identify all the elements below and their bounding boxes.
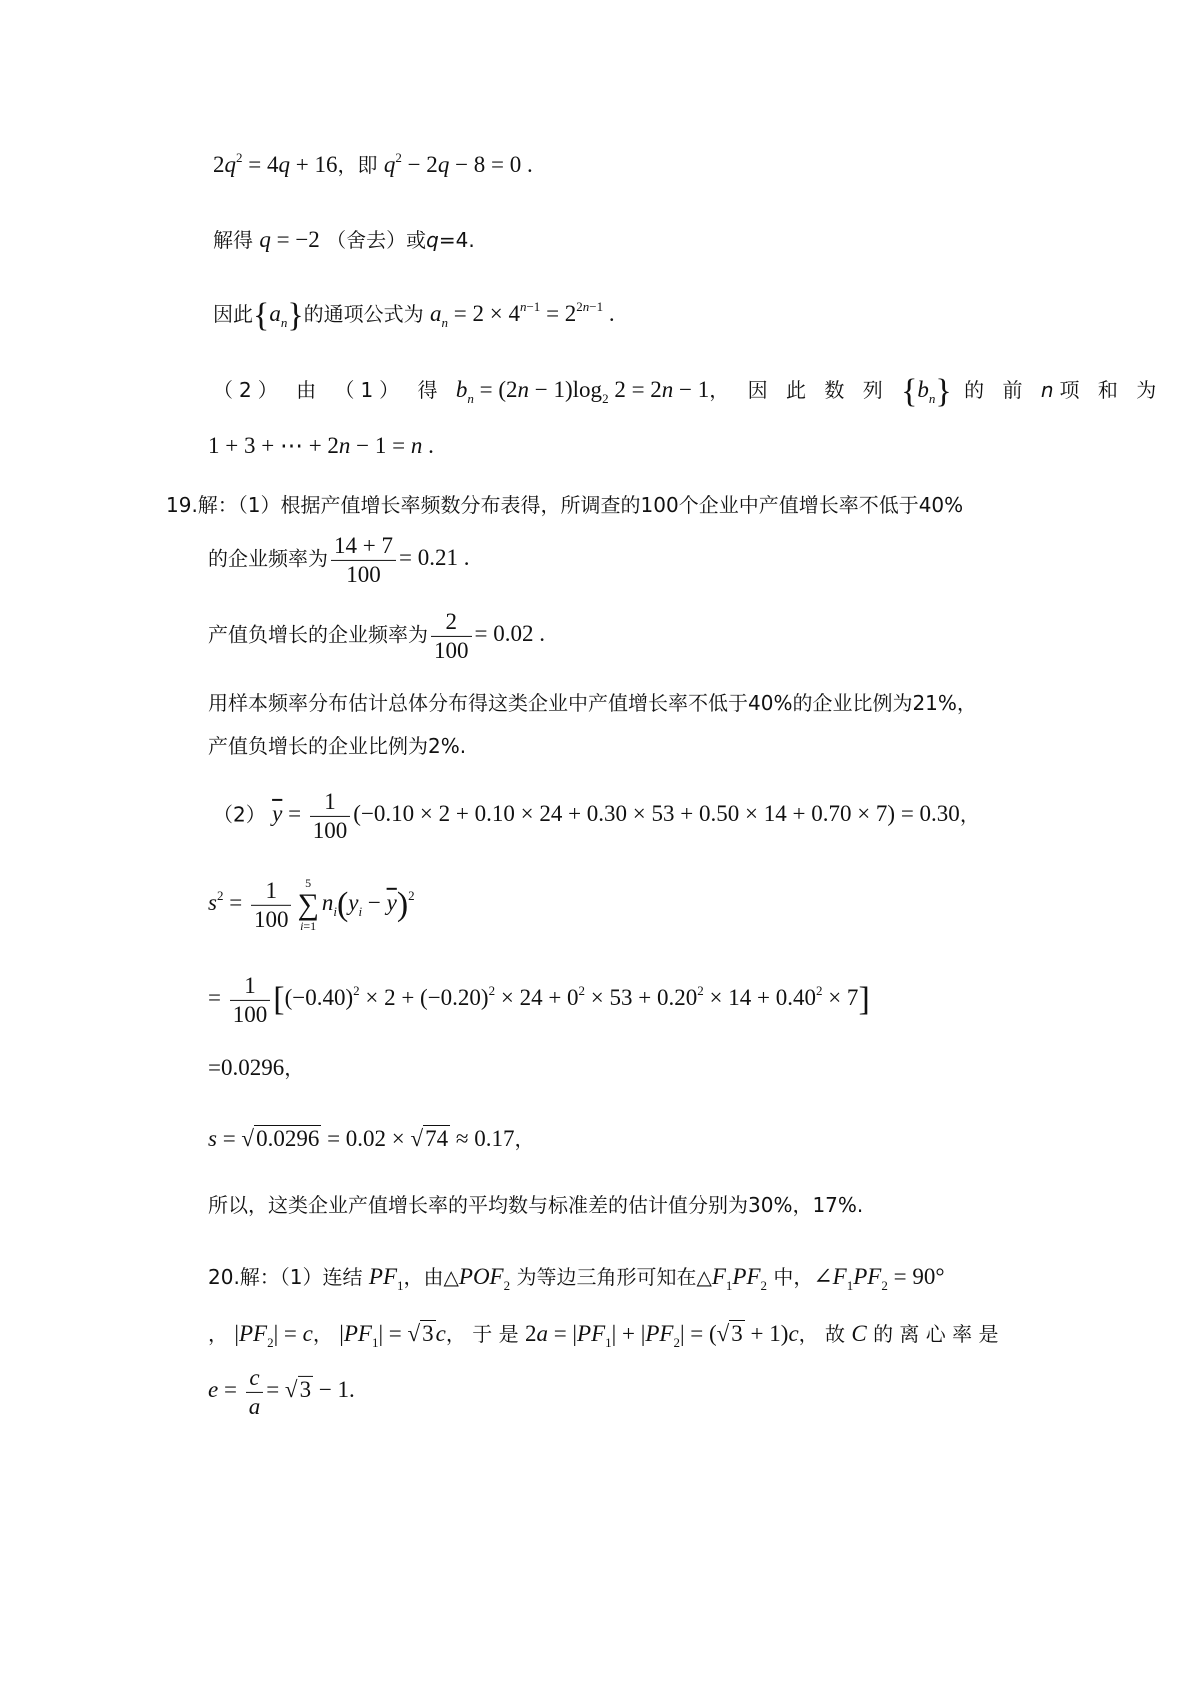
- equation-line: = $\frac{1}{100}$ $[(-0.40)^2 \times 2 + (-0.20)^2 \times 24 + 0^2 \times 53 + 0.20^2 \times 14 + 0.40^2 \times 7]$: [208, 972, 870, 1027]
- equation-line: （2） $\overline{y}$ = $\frac{1}{100}$ (−0.10 × 2 + 0.10 × 24 + 0.30 × 53 + 0.50 × 14 + 0.70 × 7) = 0.30，: [213, 788, 980, 843]
- problem-20-heading: 20.解：（1）连结 $PF_1$，由$\triangle POF_2$ 为等边三角形可知在$\triangle F_1PF_2$ 中，$\angle F_1PF_2 = 90^\circ$: [208, 1264, 945, 1293]
- equation-line: $s^2$ = $\frac{1}{100}$ 5 ∑ $i=1n_i(y_i - \overline{y})^2$: [208, 875, 415, 933]
- equation-line: =0.0296，: [208, 1055, 305, 1080]
- equation-line: ， $|PF_2| = c$， $|PF_1| = √3c$， 于 是 $2a = |PF_1| + |PF_2| = (√3 + 1)c$， 故 C 的 离 心 率 是: [208, 1321, 999, 1350]
- equation-line: e = $\frac{c}{a}$ = √3 − 1.: [208, 1364, 355, 1419]
- equation-line: 因此$\{a_n\}$的通项公式为 $a_n = 2 \times 4^{n-1} = 2^{2n-1}$ .: [213, 297, 615, 334]
- text-line: 用样本频率分布估计总体分布得这类企业中产值增长率不低于40%的企业比例为21%，: [208, 691, 977, 715]
- equation-line: 1 + 3 + ⋯ + 2n − 1 = n .: [208, 433, 434, 458]
- equation-line: （2） 由 （1） 得 $b_n = (2n - 1)\log_2$ 2 = 2n − 1， 因 此 数 列 $\{b_n\}$ 的 前 n项 和 为: [213, 373, 1163, 410]
- text-line: 产值负增长的企业比例为2%.: [208, 734, 467, 758]
- text-line: 解得 q = −2 （舍去）或q=4.: [213, 227, 475, 252]
- equation-line: 产值负增长的企业频率为 $\frac{2}{100}$ = 0.02 .: [208, 608, 545, 663]
- text-line: 所以，这类企业产值增长率的平均数与标准差的估计值分别为30%，17%.: [208, 1193, 864, 1217]
- equation-line: s = √0.0296 = 0.02 × √74 ≈ 0.17，: [208, 1126, 535, 1151]
- equation-line: $2q^2 = 4q + 16$，即 $q^2 - 2q - 8 = 0$ .: [213, 150, 533, 177]
- problem-19-heading: 19.解：（1）根据产值增长率频数分布表得，所调查的100个企业中产值增长率不低于40%: [166, 493, 964, 517]
- equation-line: 的企业频率为 $\frac{14 + 7}{100}$ = 0.21 .: [208, 532, 470, 587]
